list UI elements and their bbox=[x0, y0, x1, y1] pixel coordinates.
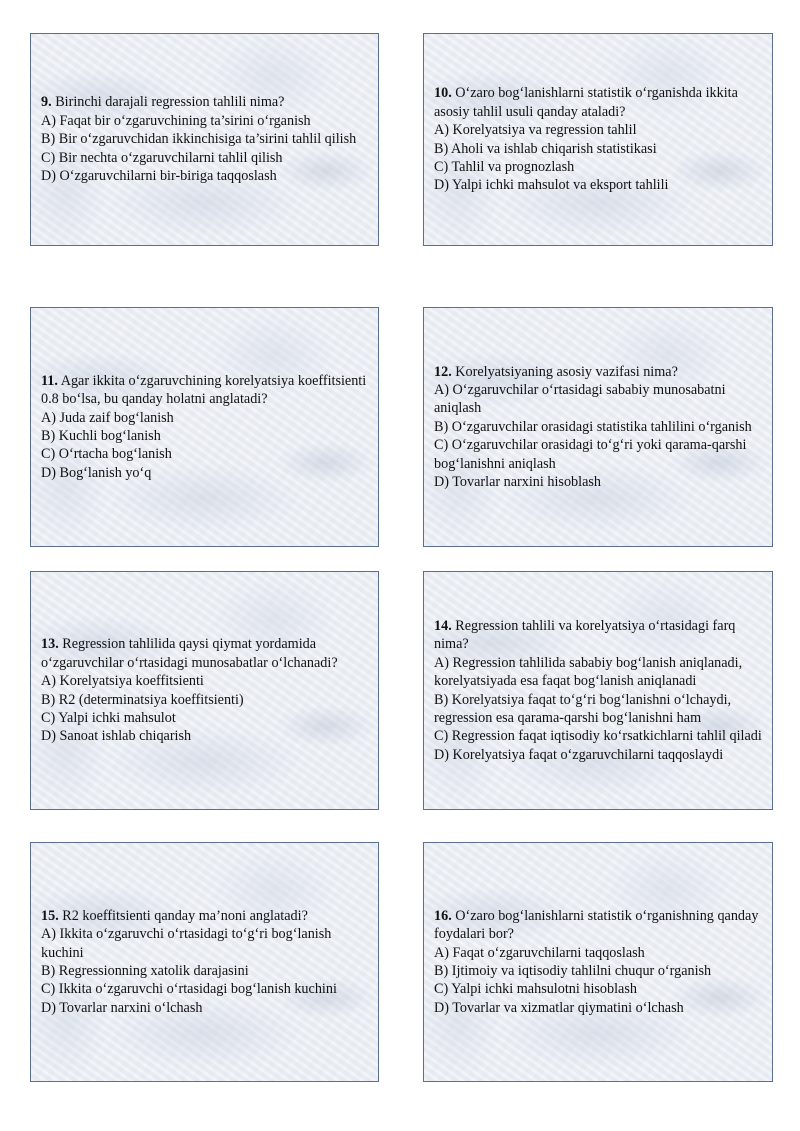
option-a: A) Regression tahlilida sababiy bog‘lanish aniqlanadi, korelyatsiyada esa faqat bog‘lanish aniqlanadi bbox=[434, 654, 743, 690]
option-d: D) Tovarlar narxini o‘lchash bbox=[41, 999, 203, 1016]
question-card-9 bbox=[30, 33, 379, 246]
option-b: B) Regressionning xatolik darajasini bbox=[41, 963, 249, 979]
option-a: A) Korelyatsiya koeffitsienti bbox=[41, 673, 204, 690]
option-c: C) Bir nechta o‘zgaruvchilarni tahlil qilish bbox=[41, 149, 283, 166]
question-number: 13. bbox=[41, 636, 59, 653]
question-content bbox=[434, 907, 762, 1017]
question-text bbox=[434, 907, 762, 944]
question-card-14 bbox=[423, 571, 773, 810]
option-b: B) Korelyatsiya faqat to‘g‘ri bog‘lanishni o‘lchaydi, regression esa qarama-qarshi bog‘lanishni ham bbox=[434, 691, 732, 726]
option-c: C) O‘rtacha bog‘lanish bbox=[41, 446, 172, 463]
question-number: 16. bbox=[434, 907, 452, 924]
option-c: C) Yalpi ichki mahsulotni hisoblash bbox=[434, 981, 637, 998]
question-content bbox=[41, 93, 368, 185]
option-b: B) R2 (determinatsiya koeffitsienti) bbox=[41, 691, 244, 708]
question-card-10 bbox=[423, 33, 773, 246]
option-d: D) Sanoat ishlab chiqarish bbox=[41, 728, 192, 745]
question-card-15 bbox=[30, 842, 379, 1082]
question-number: 9. bbox=[41, 94, 52, 111]
question-number: 15. bbox=[41, 907, 59, 924]
option-c: C) Tahlil va prognozlash bbox=[434, 158, 575, 175]
question-text bbox=[434, 363, 762, 381]
question-text bbox=[41, 372, 368, 409]
option-a: A) Juda zaif bog‘lanish bbox=[41, 409, 174, 426]
question-text bbox=[434, 617, 762, 654]
option-d: D) Korelyatsiya faqat o‘zgaruvchilarni taqqoslaydi bbox=[434, 746, 724, 763]
option-d: D) Bog‘lanish yo‘q bbox=[41, 464, 152, 481]
question-body: Korelyatsiyaning asosiy vazifasi nima? bbox=[455, 363, 678, 380]
option-c: C) Ikkita o‘zgaruvchi o‘rtasidagi bog‘lanish kuchini bbox=[41, 981, 337, 998]
question-content bbox=[41, 907, 368, 1017]
question-text bbox=[41, 635, 368, 672]
option-b: B) Bir o‘zgaruvchidan ikkinchisiga ta’sirini tahlil qilish bbox=[41, 131, 357, 148]
question-body: Regression tahlili va korelyatsiya o‘rtasidagi farq nima? bbox=[434, 617, 736, 653]
option-b: B) Aholi va ishlab chiqarish statistikasi bbox=[434, 140, 657, 157]
option-a: A) Faqat o‘zgaruvchilarni taqqoslash bbox=[434, 944, 645, 961]
option-b: B) O‘zgaruvchilar orasidagi statistika tahlilini o‘rganish bbox=[434, 418, 752, 435]
question-body: O‘zaro bog‘lanishlarni statistik o‘rganishning qanday foydalari bor? bbox=[434, 907, 759, 943]
question-content bbox=[41, 635, 368, 745]
question-card-12 bbox=[423, 307, 773, 547]
question-card-13 bbox=[30, 571, 379, 810]
option-c: C) O‘zgaruvchilar orasidagi to‘g‘ri yoki qarama-qarshi bog‘lanishni aniqlash bbox=[434, 437, 747, 472]
option-c: C) Regression faqat iqtisodiy ko‘rsatkichlarni tahlil qiladi bbox=[434, 728, 762, 745]
question-body: Agar ikkita o‘zgaruvchining korelyatsiya koeffitsienti 0.8 bo‘lsa, bu qanday holatni anglatadi? bbox=[41, 372, 367, 408]
question-body: R2 koeffitsienti qanday ma’noni anglatadi? bbox=[62, 907, 308, 924]
question-text bbox=[41, 907, 368, 925]
question-body: O‘zaro bog‘lanishlarni statistik o‘rganishda ikkita asosiy tahlil usuli qanday ataladi? bbox=[434, 85, 738, 120]
option-b: B) Kuchli bog‘lanish bbox=[41, 428, 161, 444]
option-a: A) Ikkita o‘zgaruvchi o‘rtasidagi to‘g‘ri bog‘lanish kuchini bbox=[41, 926, 332, 961]
question-content bbox=[434, 617, 762, 764]
option-d: D) Tovarlar narxini hisoblash bbox=[434, 474, 601, 491]
question-card-11 bbox=[30, 307, 379, 547]
option-d: D) Yalpi ichki mahsulot va eksport tahlili bbox=[434, 177, 669, 194]
option-d: D) Tovarlar va xizmatlar qiymatini o‘lchash bbox=[434, 999, 684, 1016]
question-content bbox=[41, 372, 368, 482]
option-a: A) O‘zgaruvchilar o‘rtasidagi sababiy munosabatni aniqlash bbox=[434, 381, 726, 417]
question-content bbox=[434, 363, 762, 492]
question-card-16 bbox=[423, 842, 773, 1082]
question-text bbox=[434, 84, 762, 121]
question-body: Regression tahlilida qaysi qiymat yordamida o‘zgaruvchilar o‘rtasidagi munosabatlar o‘lchanadi? bbox=[41, 636, 338, 671]
question-text bbox=[41, 93, 368, 111]
question-number: 14. bbox=[434, 617, 452, 634]
option-a: A) Faqat bir o‘zgaruvchining ta’sirini o‘rganish bbox=[41, 112, 311, 129]
option-c: C) Yalpi ichki mahsulot bbox=[41, 709, 176, 726]
option-d: D) O‘zgaruvchilarni bir-biriga taqqoslash bbox=[41, 168, 277, 185]
question-body: Birinchi darajali regression tahlili nima? bbox=[55, 94, 285, 111]
option-b: B) Ijtimoiy va iqtisodiy tahlilni chuqur o‘rganish bbox=[434, 963, 712, 979]
question-number: 12. bbox=[434, 363, 452, 380]
question-number: 11. bbox=[41, 372, 58, 389]
option-a: A) Korelyatsiya va regression tahlil bbox=[434, 122, 637, 139]
question-number: 10. bbox=[434, 85, 452, 102]
question-content bbox=[434, 84, 762, 194]
